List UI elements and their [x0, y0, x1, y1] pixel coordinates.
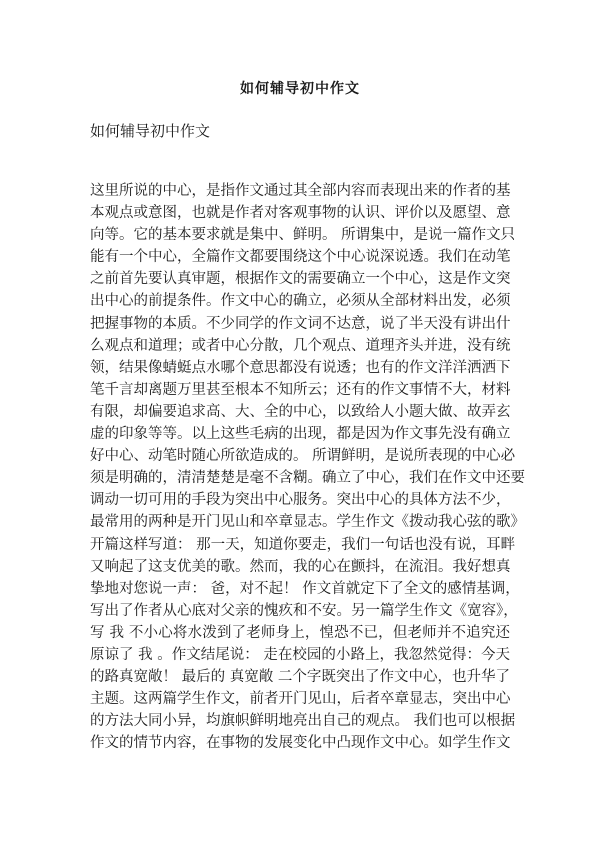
body-text-line: 写出了作者从心底对父亲的愧疚和不安。另一篇学生作文《宽容》， — [90, 602, 518, 619]
body-text-line: 调动一切可用的手段为突出中心服务。突出中心的具体方法不少， — [90, 492, 511, 509]
body-text-line: 写 我 不小心将水泼到了老师身上，惶恐不已，但老师并不追究还 — [90, 624, 510, 641]
body-text-line: 的路真宽敞！ 最后的 真宽敞 二个字既突出了作文中心，也升华了 — [90, 669, 510, 686]
body-text-line: 好中心、动笔时随心所欲造成的。 所谓鲜明，是说所表现的中心必 — [90, 448, 516, 465]
document-title: 如何辅导初中作文 — [240, 81, 360, 97]
body-text-line: 把握事物的本质。不少同学的作文词不达意，说了半天没有讲出什 — [90, 315, 511, 332]
body-text-line: 主题。这两篇学生作文，前者开门见山，后者卒章显志，突出中心 — [90, 691, 511, 708]
body-text-line: 领，结果像蜻蜓点水哪个意思都没有说透；也有的作文洋洋洒洒下 — [90, 359, 511, 376]
body-text-line: 能有一个中心，全篇作文都要围绕这个中心说深说透。我们在动笔 — [90, 249, 511, 266]
body-text-line: 又响起了这支优美的歌。然而，我的心在颤抖，在流泪。我好想真 — [90, 558, 511, 575]
body-text-line: 么观点和道理；或者中心分散，几个观点、道理齐头并进，没有统 — [90, 337, 511, 354]
document-body — [90, 180, 525, 754]
body-text-line: 向等。它的基本要求就是集中、鲜明。 所谓集中，是说一篇作文只 — [90, 227, 516, 244]
body-text-line: 虚的印象等等。以上这些毛病的出现，都是因为作文事先没有确立 — [90, 426, 511, 443]
body-text-line: 挚地对您说一声： 爸，对不起！ 作文首就定下了全文的感情基调， — [90, 580, 520, 597]
body-text-line: 笔千言却离题万里甚至根本不知所云；还有的作文事情不大，材料 — [90, 381, 511, 398]
body-text-line: 本观点或意图，也就是作者对客观事物的认识、评价以及愿望、意 — [90, 205, 511, 222]
body-text-line: 原谅了 我 。作文结尾说： 走在校园的小路上，我忽然觉得：今天 — [90, 646, 510, 663]
document-subtitle: 如何辅导初中作文 — [90, 122, 211, 140]
body-text-line: 有限，却偏要追求高、大、全的中心，以致给人小题大做、故弄玄 — [90, 403, 511, 420]
body-text-line: 最常用的两种是开门见山和卒章显志。学生作文《拨动我心弦的歌》 — [90, 514, 525, 531]
body-text-line: 须是明确的，清清楚楚是毫不含糊。确立了中心，我们在作文中还要 — [90, 470, 525, 487]
body-text-line: 的方法大同小异，均旗帜鲜明地亮出自己的观点。 我们也可以根据 — [90, 713, 516, 730]
body-text-line: 开篇这样写道： 那一天，知道你要走，我们一句话也没有说，耳畔 — [90, 536, 516, 553]
body-text-line: 出中心的前提条件。作文中心的确立，必须从全部材料出发，必须 — [90, 293, 511, 310]
body-text-line: 这里所说的中心，是指作文通过其全部内容而表现出来的作者的基 — [90, 183, 511, 199]
body-text-line: 之前首先要认真审题，根据作文的需要确立一个中心，这是作文突 — [90, 271, 511, 288]
body-text-line: 作文的情节内容，在事物的发展变化中凸现作文中心。如学生作文 — [90, 735, 511, 752]
